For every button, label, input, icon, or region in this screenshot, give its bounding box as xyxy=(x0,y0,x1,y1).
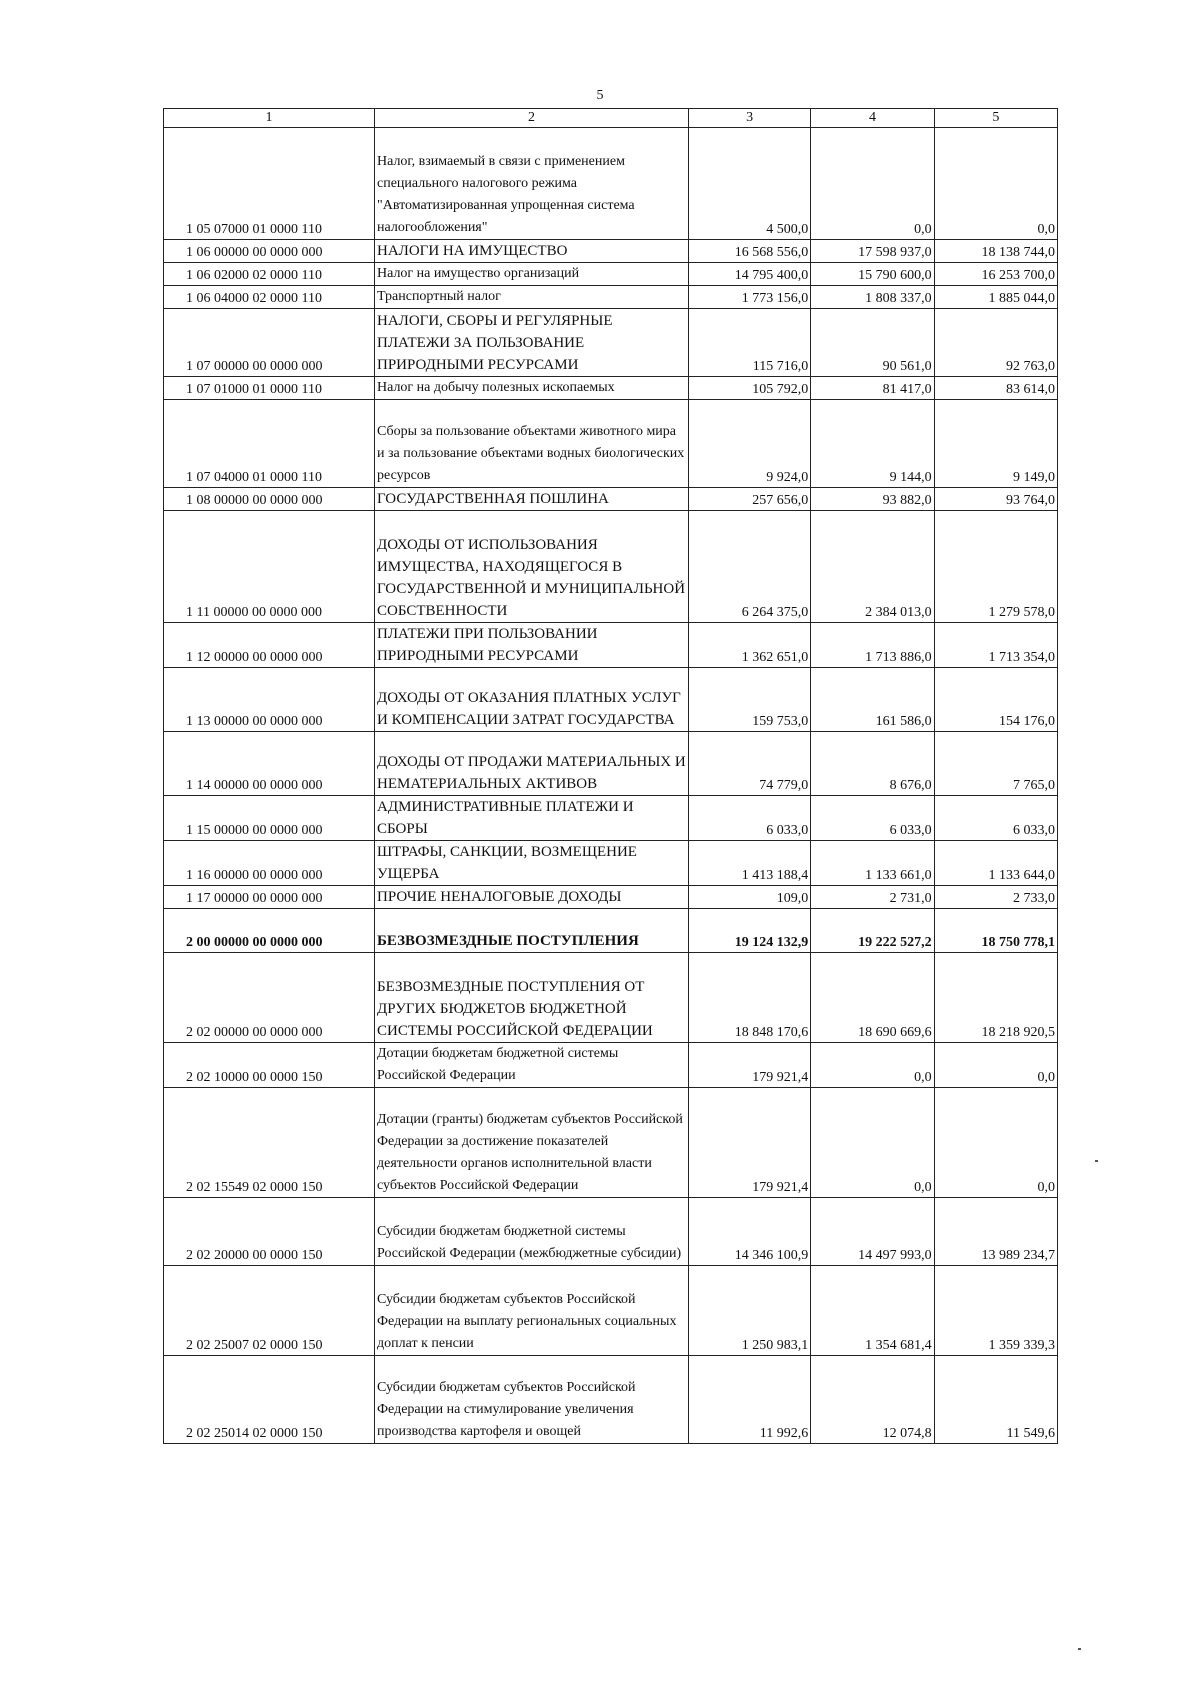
revenue-name-cell: ПРОЧИЕ НЕНАЛОГОВЫЕ ДОХОДЫ xyxy=(375,886,689,909)
table-row xyxy=(164,841,1058,886)
value-col3-cell: 16 568 556,0 xyxy=(688,240,810,263)
table-row xyxy=(164,732,1058,796)
table-row xyxy=(164,1356,1058,1444)
value-col3-cell: 19 124 132,9 xyxy=(688,909,810,953)
budget-code-cell: 1 17 00000 00 0000 000 xyxy=(164,886,375,909)
revenue-name-cell: ДОХОДЫ ОТ ОКАЗАНИЯ ПЛАТНЫХ УСЛУГ И КОМПЕНСАЦИИ ЗАТРАТ ГОСУДАРСТВА xyxy=(375,668,689,732)
revenue-name-cell: Налог на имущество организаций xyxy=(375,263,689,286)
value-col3-cell: 179 921,4 xyxy=(688,1043,810,1088)
revenue-name-cell: ГОСУДАРСТВЕННАЯ ПОШЛИНА xyxy=(375,488,689,511)
value-col5-cell: 1 885 044,0 xyxy=(934,286,1057,309)
value-col4-cell: 1 713 886,0 xyxy=(811,623,934,668)
table-row xyxy=(164,1198,1058,1266)
table-body xyxy=(164,128,1058,1444)
column-header-2: 2 xyxy=(375,109,689,128)
budget-code-cell: 1 16 00000 00 0000 000 xyxy=(164,841,375,886)
value-col5-cell: 1 279 578,0 xyxy=(934,511,1057,623)
value-col4-cell: 17 598 937,0 xyxy=(811,240,934,263)
budget-revenue-table xyxy=(163,108,1058,1444)
table-row xyxy=(164,886,1058,909)
table-row xyxy=(164,909,1058,953)
value-col5-cell: 93 764,0 xyxy=(934,488,1057,511)
revenue-name-cell: НАЛОГИ НА ИМУЩЕСТВО xyxy=(375,240,689,263)
value-col4-cell: 14 497 993,0 xyxy=(811,1198,934,1266)
revenue-name-cell: ДОХОДЫ ОТ ИСПОЛЬЗОВАНИЯ ИМУЩЕСТВА, НАХОДЯЩЕГОСЯ В ГОСУДАРСТВЕННОЙ И МУНИЦИПАЛЬНОЙ СОБСТВЕННОСТИ xyxy=(375,511,689,623)
value-col5-cell: 0,0 xyxy=(934,1088,1057,1198)
budget-code-cell: 1 15 00000 00 0000 000 xyxy=(164,796,375,841)
budget-code-cell: 1 12 00000 00 0000 000 xyxy=(164,623,375,668)
table-row xyxy=(164,263,1058,286)
budget-code-cell: 2 02 00000 00 0000 000 xyxy=(164,953,375,1043)
value-col4-cell: 8 676,0 xyxy=(811,732,934,796)
value-col5-cell: 0,0 xyxy=(934,1043,1057,1088)
value-col3-cell: 4 500,0 xyxy=(688,128,810,240)
value-col5-cell: 154 176,0 xyxy=(934,668,1057,732)
value-col4-cell: 81 417,0 xyxy=(811,377,934,400)
value-col3-cell: 14 795 400,0 xyxy=(688,263,810,286)
column-header-4: 4 xyxy=(811,109,934,128)
table-row xyxy=(164,1043,1058,1088)
value-col5-cell: 0,0 xyxy=(934,128,1057,240)
value-col4-cell: 161 586,0 xyxy=(811,668,934,732)
value-col5-cell: 83 614,0 xyxy=(934,377,1057,400)
value-col4-cell: 93 882,0 xyxy=(811,488,934,511)
value-col5-cell: 1 713 354,0 xyxy=(934,623,1057,668)
budget-code-cell: 1 07 01000 01 0000 110 xyxy=(164,377,375,400)
value-col5-cell: 18 750 778,1 xyxy=(934,909,1057,953)
value-col3-cell: 257 656,0 xyxy=(688,488,810,511)
revenue-name-cell: БЕЗВОЗМЕЗДНЫЕ ПОСТУПЛЕНИЯ ОТ ДРУГИХ БЮДЖЕТОВ БЮДЖЕТНОЙ СИСТЕМЫ РОССИЙСКОЙ ФЕДЕРАЦИИ xyxy=(375,953,689,1043)
table-row xyxy=(164,377,1058,400)
budget-code-cell: 2 02 25007 02 0000 150 xyxy=(164,1266,375,1356)
value-col3-cell: 14 346 100,9 xyxy=(688,1198,810,1266)
value-col4-cell: 0,0 xyxy=(811,1043,934,1088)
table-row xyxy=(164,488,1058,511)
value-col5-cell: 18 218 920,5 xyxy=(934,953,1057,1043)
table-row xyxy=(164,1266,1058,1356)
value-col3-cell: 6 264 375,0 xyxy=(688,511,810,623)
revenue-name-cell: Налог на добычу полезных ископаемых xyxy=(375,377,689,400)
budget-code-cell: 2 00 00000 00 0000 000 xyxy=(164,909,375,953)
revenue-name-cell: Дотации бюджетам бюджетной системы Российской Федерации xyxy=(375,1043,689,1088)
budget-code-cell: 2 02 20000 00 0000 150 xyxy=(164,1198,375,1266)
table-row xyxy=(164,128,1058,240)
table-row xyxy=(164,511,1058,623)
budget-code-cell: 1 06 00000 00 0000 000 xyxy=(164,240,375,263)
budget-code-cell: 1 13 00000 00 0000 000 xyxy=(164,668,375,732)
budget-code-cell: 2 02 25014 02 0000 150 xyxy=(164,1356,375,1444)
revenue-name-cell: ПЛАТЕЖИ ПРИ ПОЛЬЗОВАНИИ ПРИРОДНЫМИ РЕСУРСАМИ xyxy=(375,623,689,668)
revenue-name-cell: Транспортный налог xyxy=(375,286,689,309)
revenue-name-cell: Субсидии бюджетам субъектов Российской Федерации на стимулирование увеличения производства картофеля и овощей xyxy=(375,1356,689,1444)
value-col5-cell: 9 149,0 xyxy=(934,400,1057,488)
revenue-name-cell: Субсидии бюджетам бюджетной системы Российской Федерации (межбюджетные субсидии) xyxy=(375,1198,689,1266)
budget-code-cell: 1 06 04000 02 0000 110 xyxy=(164,286,375,309)
value-col4-cell: 2 384 013,0 xyxy=(811,511,934,623)
budget-code-cell: 1 07 04000 01 0000 110 xyxy=(164,400,375,488)
revenue-name-cell: Налог, взимаемый в связи с применением специального налогового режима "Автоматизированная упрощенная система налогообложения" xyxy=(375,128,689,240)
value-col3-cell: 9 924,0 xyxy=(688,400,810,488)
budget-code-cell: 1 07 00000 00 0000 000 xyxy=(164,309,375,377)
value-col3-cell: 179 921,4 xyxy=(688,1088,810,1198)
value-col4-cell: 12 074,8 xyxy=(811,1356,934,1444)
value-col5-cell: 2 733,0 xyxy=(934,886,1057,909)
value-col3-cell: 1 362 651,0 xyxy=(688,623,810,668)
value-col5-cell: 7 765,0 xyxy=(934,732,1057,796)
value-col5-cell: 13 989 234,7 xyxy=(934,1198,1057,1266)
value-col3-cell: 1 413 188,4 xyxy=(688,841,810,886)
revenue-name-cell: АДМИНИСТРАТИВНЫЕ ПЛАТЕЖИ И СБОРЫ xyxy=(375,796,689,841)
value-col4-cell: 1 133 661,0 xyxy=(811,841,934,886)
column-header-1: 1 xyxy=(164,109,375,128)
revenue-name-cell: НАЛОГИ, СБОРЫ И РЕГУЛЯРНЫЕ ПЛАТЕЖИ ЗА ПОЛЬЗОВАНИЕ ПРИРОДНЫМИ РЕСУРСАМИ xyxy=(375,309,689,377)
budget-code-cell: 1 05 07000 01 0000 110 xyxy=(164,128,375,240)
value-col5-cell: 1 359 339,3 xyxy=(934,1266,1057,1356)
budget-code-cell: 1 14 00000 00 0000 000 xyxy=(164,732,375,796)
revenue-name-cell: Сборы за пользование объектами животного мира и за пользование объектами водных биологических ресурсов xyxy=(375,400,689,488)
value-col3-cell: 6 033,0 xyxy=(688,796,810,841)
revenue-name-cell: ДОХОДЫ ОТ ПРОДАЖИ МАТЕРИАЛЬНЫХ И НЕМАТЕРИАЛЬНЫХ АКТИВОВ xyxy=(375,732,689,796)
value-col4-cell: 0,0 xyxy=(811,128,934,240)
value-col3-cell: 115 716,0 xyxy=(688,309,810,377)
scan-speck xyxy=(1095,1160,1098,1162)
column-header-5: 5 xyxy=(934,109,1057,128)
value-col5-cell: 1 133 644,0 xyxy=(934,841,1057,886)
value-col3-cell: 1 773 156,0 xyxy=(688,286,810,309)
value-col3-cell: 109,0 xyxy=(688,886,810,909)
table-row xyxy=(164,623,1058,668)
value-col5-cell: 92 763,0 xyxy=(934,309,1057,377)
value-col4-cell: 1 354 681,4 xyxy=(811,1266,934,1356)
table-row xyxy=(164,309,1058,377)
table-row xyxy=(164,1088,1058,1198)
budget-code-cell: 1 11 00000 00 0000 000 xyxy=(164,511,375,623)
value-col5-cell: 11 549,6 xyxy=(934,1356,1057,1444)
value-col3-cell: 18 848 170,6 xyxy=(688,953,810,1043)
value-col3-cell: 159 753,0 xyxy=(688,668,810,732)
value-col5-cell: 18 138 744,0 xyxy=(934,240,1057,263)
value-col4-cell: 19 222 527,2 xyxy=(811,909,934,953)
value-col5-cell: 16 253 700,0 xyxy=(934,263,1057,286)
budget-code-cell: 1 08 00000 00 0000 000 xyxy=(164,488,375,511)
table-row xyxy=(164,286,1058,309)
page-number: 5 xyxy=(596,88,604,103)
budget-code-cell: 1 06 02000 02 0000 110 xyxy=(164,263,375,286)
column-header-3: 3 xyxy=(688,109,810,128)
table-row xyxy=(164,668,1058,732)
value-col4-cell: 0,0 xyxy=(811,1088,934,1198)
value-col5-cell: 6 033,0 xyxy=(934,796,1057,841)
value-col4-cell: 2 731,0 xyxy=(811,886,934,909)
scan-speck xyxy=(1078,1648,1081,1650)
table-row xyxy=(164,953,1058,1043)
value-col3-cell: 105 792,0 xyxy=(688,377,810,400)
value-col4-cell: 18 690 669,6 xyxy=(811,953,934,1043)
revenue-name-cell: Субсидии бюджетам субъектов Российской Федерации на выплату региональных социальных доплат к пенсии xyxy=(375,1266,689,1356)
value-col4-cell: 15 790 600,0 xyxy=(811,263,934,286)
value-col3-cell: 1 250 983,1 xyxy=(688,1266,810,1356)
value-col4-cell: 6 033,0 xyxy=(811,796,934,841)
revenue-name-cell: ШТРАФЫ, САНКЦИИ, ВОЗМЕЩЕНИЕ УЩЕРБА xyxy=(375,841,689,886)
value-col4-cell: 90 561,0 xyxy=(811,309,934,377)
value-col4-cell: 9 144,0 xyxy=(811,400,934,488)
budget-code-cell: 2 02 10000 00 0000 150 xyxy=(164,1043,375,1088)
budget-code-cell: 2 02 15549 02 0000 150 xyxy=(164,1088,375,1198)
revenue-name-cell: БЕЗВОЗМЕЗДНЫЕ ПОСТУПЛЕНИЯ xyxy=(375,909,689,953)
table-row xyxy=(164,400,1058,488)
value-col3-cell: 11 992,6 xyxy=(688,1356,810,1444)
revenue-name-cell: Дотации (гранты) бюджетам субъектов Российской Федерации за достижение показателей деятельности органов исполнительной власти субъектов Российской Федерации xyxy=(375,1088,689,1198)
table-header-row xyxy=(164,109,1058,128)
table-row xyxy=(164,796,1058,841)
value-col4-cell: 1 808 337,0 xyxy=(811,286,934,309)
value-col3-cell: 74 779,0 xyxy=(688,732,810,796)
table-row xyxy=(164,240,1058,263)
